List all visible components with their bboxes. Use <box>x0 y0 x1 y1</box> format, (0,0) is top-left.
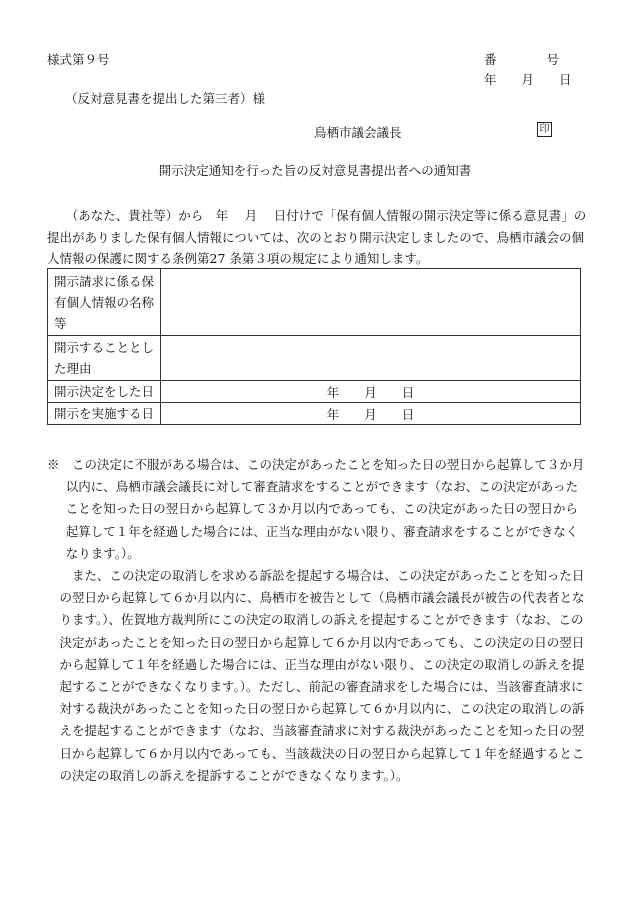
row-label-decision-date: 開示決定をした日 <box>48 381 161 403</box>
decision-table <box>47 268 581 425</box>
document-number-label: 番 号 <box>484 52 560 67</box>
row-value-info-name <box>161 269 581 336</box>
sender-name: 鳥栖市議会議長 <box>314 125 402 140</box>
row-value-reason <box>161 336 581 381</box>
notes-section <box>47 454 587 787</box>
date-label: 年 月 日 <box>484 72 572 87</box>
note-appeal: ※ この決定に不服がある場合は、この決定があったことを知った日の翌日から起算して３か月以内に、鳥栖市議会議長に対して審査請求をすることができます（なお、この決定があったことを知った日の翌日から起算して３か月以内であっても、この決定があった日の翌日から起算して１年を経過した場合には、正当な理由がない限り、審査請求をすることができなくなります。）。 <box>47 457 585 561</box>
row-value-disclosure-date: 年 月 日 <box>161 403 581 425</box>
row-label-disclosure-date: 開示を実施する日 <box>48 403 161 425</box>
table-row <box>48 269 581 336</box>
table-row <box>48 381 581 403</box>
row-label-reason: 開示することとした理由 <box>48 336 161 381</box>
addressee: （反対意見書を提出した第三者）様 <box>65 91 266 106</box>
note-lawsuit: また、この決定の取消しを求める訴訟を提起する場合は、この決定があったことを知った日の翌日から起算して６か月以内に、鳥栖市を被告として（鳥栖市議会議長が被告の代表者となります。）、佐賀地方裁判所にこの決定の取消しの訴えを提起することができます（なお、この決定があったことを知った日の翌日から起算して６か月以内であっても、この決定の日の翌日から起算して１年を経過した場合には、正当な理由がない限り、この決定の取消しの訴えを提起することができなくなります。）。ただし、前記の審査請求をした場合には、当該審査請求に対する裁決があったことを知った日の翌日から起算して６か月以内に、この決定の取消しの訴えを提起することができます（なお、当該審査請求に対する裁決があったことを知った日の翌日から起算して６か月以内であっても、当該裁決の日の翌日から起算して１年を経過するとこの決定の取消しの訴えを提訴することができなくなります。）。 <box>59 568 585 783</box>
table-row <box>48 336 581 381</box>
form-number: 様式第９号 <box>47 52 110 67</box>
row-label-info-name: 開示請求に係る保有個人情報の名称等 <box>48 269 161 336</box>
row-value-decision-date: 年 月 日 <box>161 381 581 403</box>
table-row <box>48 403 581 425</box>
document-title: 開示決定通知を行った旨の反対意見書提出者への通知書 <box>158 163 472 178</box>
seal-mark: 印 <box>537 122 552 137</box>
intro-paragraph: （あなた、貴社等）から 年 月 日付けで「保有個人情報の開示決定等に係る意見書」の提出がありました保有個人情報については、次のとおり開示決定しましたので、鳥栖市議会の個人情報の保護に関する条例第27 条第３項の規定により通知します。 <box>47 208 587 266</box>
